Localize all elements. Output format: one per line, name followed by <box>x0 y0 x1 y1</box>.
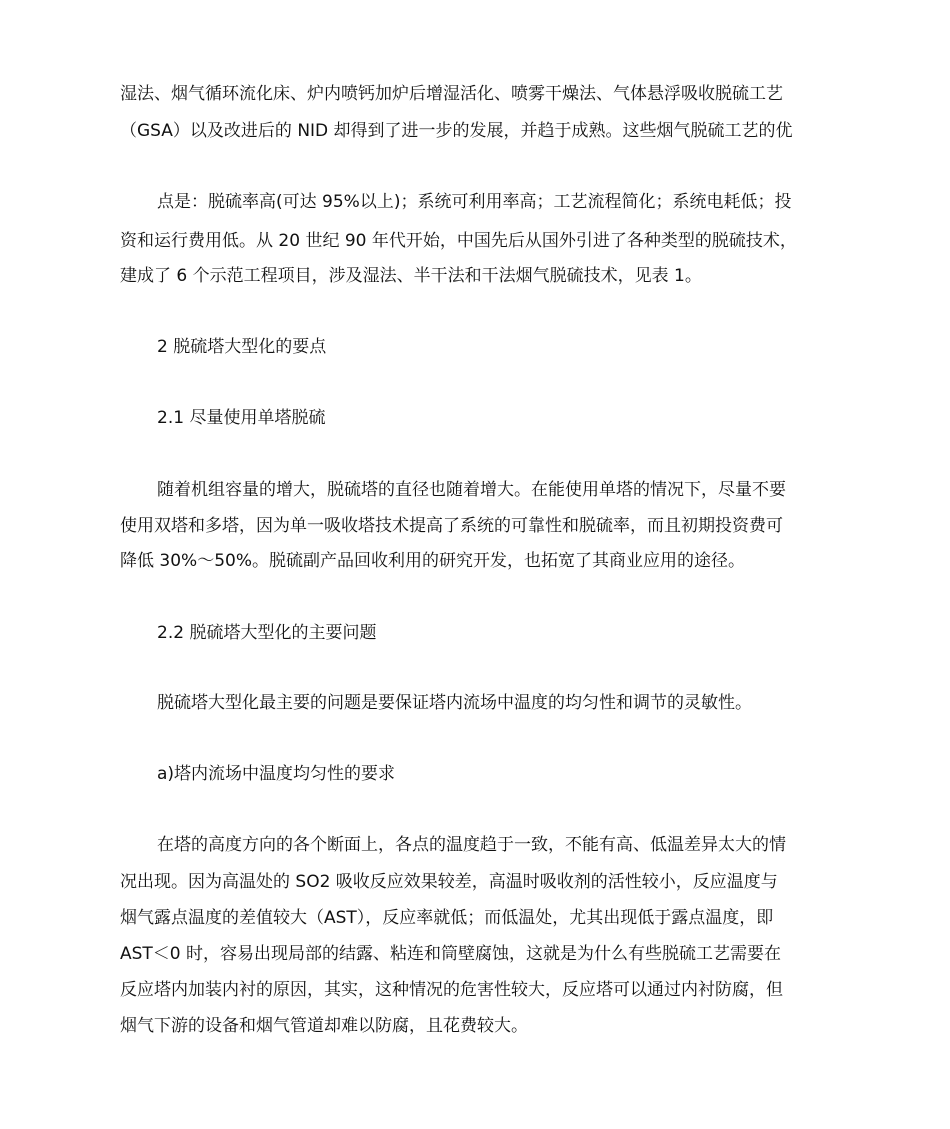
para1-line2: （GSA）以及改进后的 NID 却得到了进一步的发展，并趋于成熟。这些烟气脱硫工艺的优 <box>120 121 793 141</box>
para5-line1: 在塔的高度方向的各个断面上，各点的温度趋于一致，不能有高、低温差异太大的情 <box>157 835 786 855</box>
section-heading-2-2: 2.2 脱硫塔大型化的主要问题 <box>157 623 377 643</box>
para2-line1: 点是：脱硫率高(可达 95%以上)；系统可利用率高；工艺流程简化；系统电耗低；投 <box>157 192 792 212</box>
para5-line6: 烟气下游的设备和烟气管道却难以防腐，且花费较大。 <box>120 1016 528 1036</box>
para4: 脱硫塔大型化最主要的问题是要保证塔内流场中温度的均匀性和调节的灵敏性。 <box>157 693 752 713</box>
para3-line1: 随着机组容量的增大，脱硫塔的直径也随着增大。在能使用单塔的情况下，尽量不要 <box>157 480 786 500</box>
subsection-heading-a: a)塔内流场中温度均匀性的要求 <box>157 764 396 784</box>
section-heading-2-1: 2.1 尽量使用单塔脱硫 <box>157 408 326 428</box>
para5-line3: 烟气露点温度的差值较大（AST），反应率就低；而低温处，尤其出现低于露点温度，即 <box>120 908 774 928</box>
para5-line4: AST＜0 时，容易出现局部的结露、粘连和筒壁腐蚀，这就是为什么有些脱硫工艺需要在 <box>120 944 782 964</box>
para3-line3: 降低 30%～50%。脱硫副产品回收利用的研究开发，也拓宽了其商业应用的途径。 <box>120 551 745 571</box>
para3-line2: 使用双塔和多塔，因为单一吸收塔技术提高了系统的可靠性和脱硫率，而且初期投资费可 <box>120 516 783 536</box>
para5-line2: 况出现。因为高温处的 SO2 吸收反应效果较差，高温时吸收剂的活性较小，反应温度与 <box>120 872 778 892</box>
para5-line5: 反应塔内加装内衬的原因，其实，这种情况的危害性较大，反应塔可以通过内衬防腐，但 <box>120 980 783 1000</box>
para1-line1: 湿法、烟气循环流化床、炉内喷钙加炉后增湿活化、喷雾干燥法、气体悬浮吸收脱硫工艺 <box>120 84 783 104</box>
para2-line2: 资和运行费用低。从 20 世纪 90 年代开始，中国先后从国外引进了各种类型的脱硫技术， <box>120 231 797 251</box>
section-heading-2: 2 脱硫塔大型化的要点 <box>157 337 327 357</box>
para2-line3: 建成了 6 个示范工程项目，涉及湿法、半干法和干法烟气脱硫技术，见表 1。 <box>120 266 702 286</box>
